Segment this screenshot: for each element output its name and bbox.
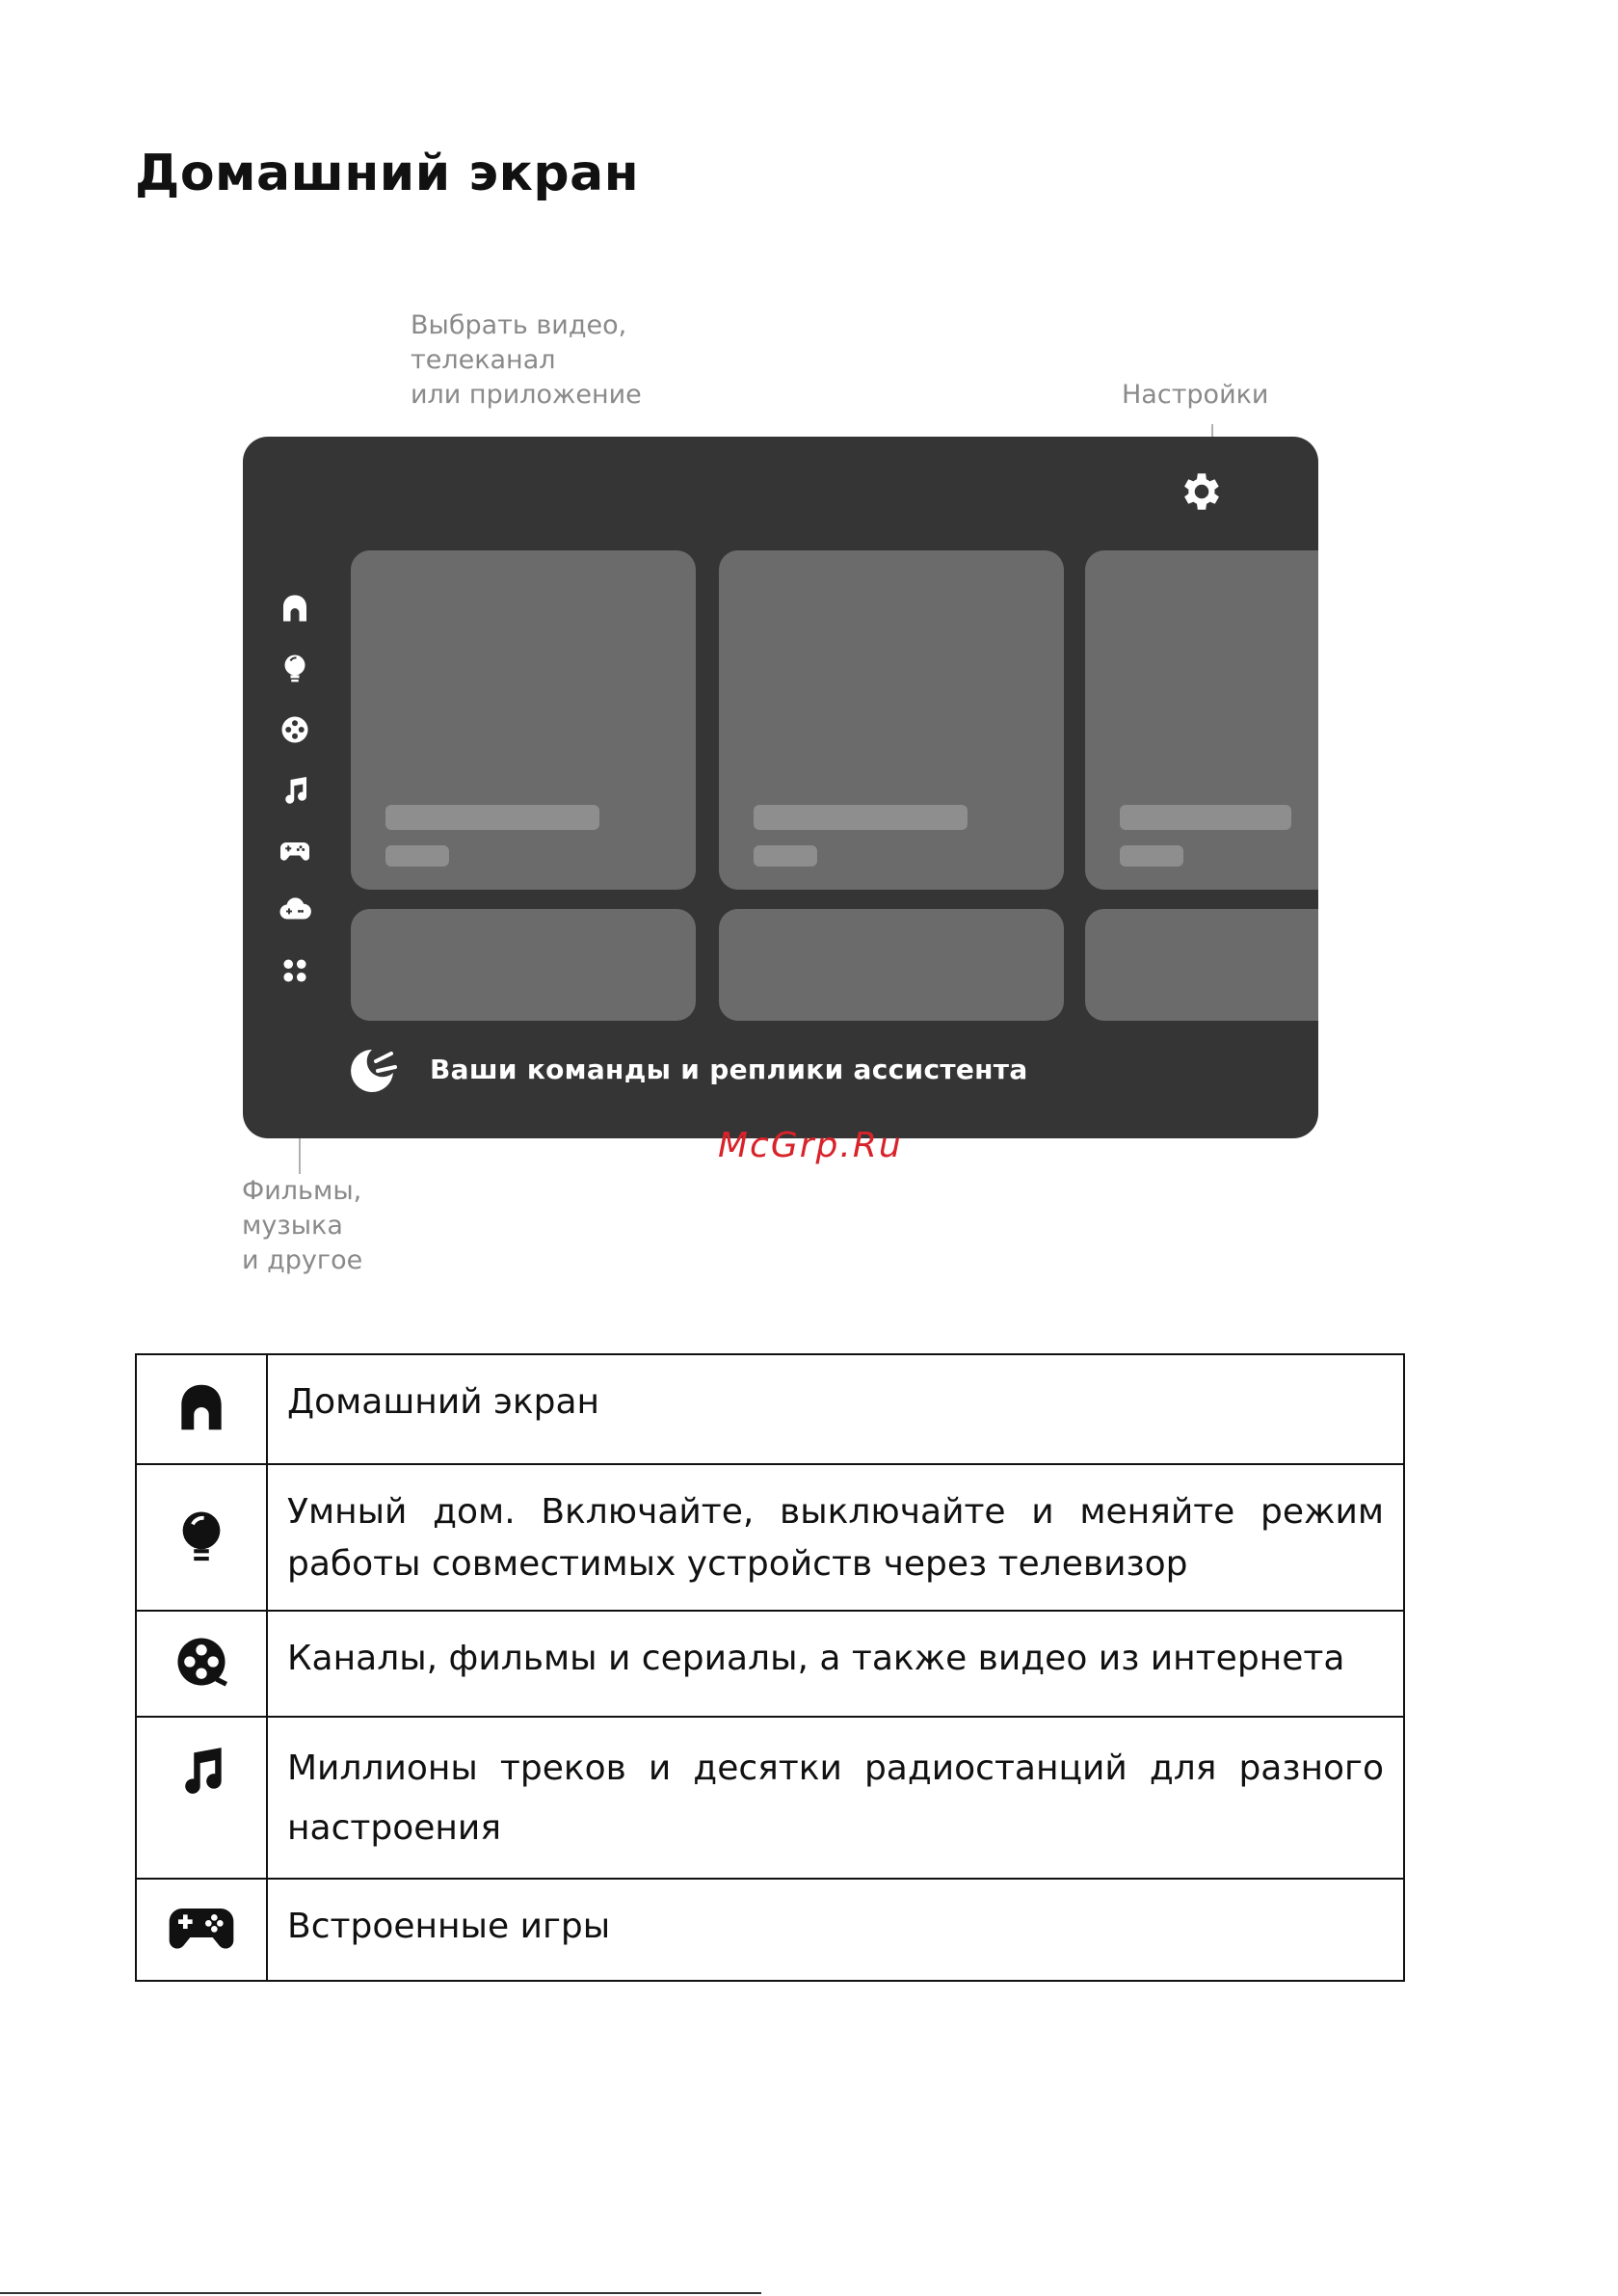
content-card-small[interactable] xyxy=(1085,909,1318,1021)
home-icon xyxy=(172,1423,231,1441)
icon-legend-table xyxy=(135,1353,1405,1982)
legend-text: Умный дом. Включайте, выключайте и меняйте режим работы совместимых устройств через телевизор xyxy=(267,1464,1404,1611)
card-title-placeholder xyxy=(1120,805,1291,830)
card-subtitle-placeholder xyxy=(754,845,817,867)
lightbulb-icon xyxy=(172,1551,231,1569)
footer-rule xyxy=(0,2292,761,2294)
cloud-gaming-icon[interactable] xyxy=(278,892,312,926)
home-icon[interactable] xyxy=(278,591,312,626)
content-card[interactable] xyxy=(719,550,1064,890)
callout-settings: Настройки xyxy=(1122,380,1269,410)
tv-home-screen-mockup xyxy=(243,437,1318,1138)
card-subtitle-placeholder xyxy=(1120,845,1183,867)
card-subtitle-placeholder xyxy=(385,845,449,867)
legend-text: Домашний экран xyxy=(267,1354,1404,1464)
legend-text: Каналы, фильмы и сериалы, а также видео из интернета xyxy=(267,1611,1404,1717)
table-row xyxy=(136,1354,1404,1464)
gamepad-icon[interactable] xyxy=(278,834,312,868)
legend-text: Встроенные игры xyxy=(267,1879,1404,1981)
card-title-placeholder xyxy=(385,805,599,830)
content-card[interactable] xyxy=(1085,550,1318,890)
content-card-small[interactable] xyxy=(719,909,1064,1021)
legend-text: Миллионы треков и десятки радиостанций для разного настроения xyxy=(267,1717,1404,1879)
table-row xyxy=(136,1611,1404,1717)
content-card-small[interactable] xyxy=(351,909,696,1021)
film-reel-icon xyxy=(172,1677,231,1695)
callout-choose-video: Выбрать видео, телеканал или приложение xyxy=(411,310,642,410)
table-row xyxy=(136,1879,1404,1981)
lightbulb-icon[interactable] xyxy=(278,651,312,685)
watermark: McGrp.Ru xyxy=(718,1126,903,1165)
card-title-placeholder xyxy=(754,805,968,830)
page-title: Домашний экран xyxy=(135,145,640,202)
gear-icon[interactable] xyxy=(1178,467,1226,516)
apps-icon[interactable] xyxy=(278,953,312,988)
assistant-logo-icon xyxy=(343,1044,401,1098)
content-card[interactable] xyxy=(351,550,696,890)
music-note-icon xyxy=(172,1788,231,1806)
table-row xyxy=(136,1717,1404,1879)
music-note-icon[interactable] xyxy=(278,774,312,809)
film-reel-icon[interactable] xyxy=(278,712,312,747)
gamepad-icon xyxy=(163,1952,240,1970)
callout-menu: Фильмы, музыка и другое xyxy=(242,1176,363,1275)
assistant-prompt-text: Ваши команды и реплики ассистента xyxy=(430,1054,1028,1085)
table-row xyxy=(136,1464,1404,1611)
